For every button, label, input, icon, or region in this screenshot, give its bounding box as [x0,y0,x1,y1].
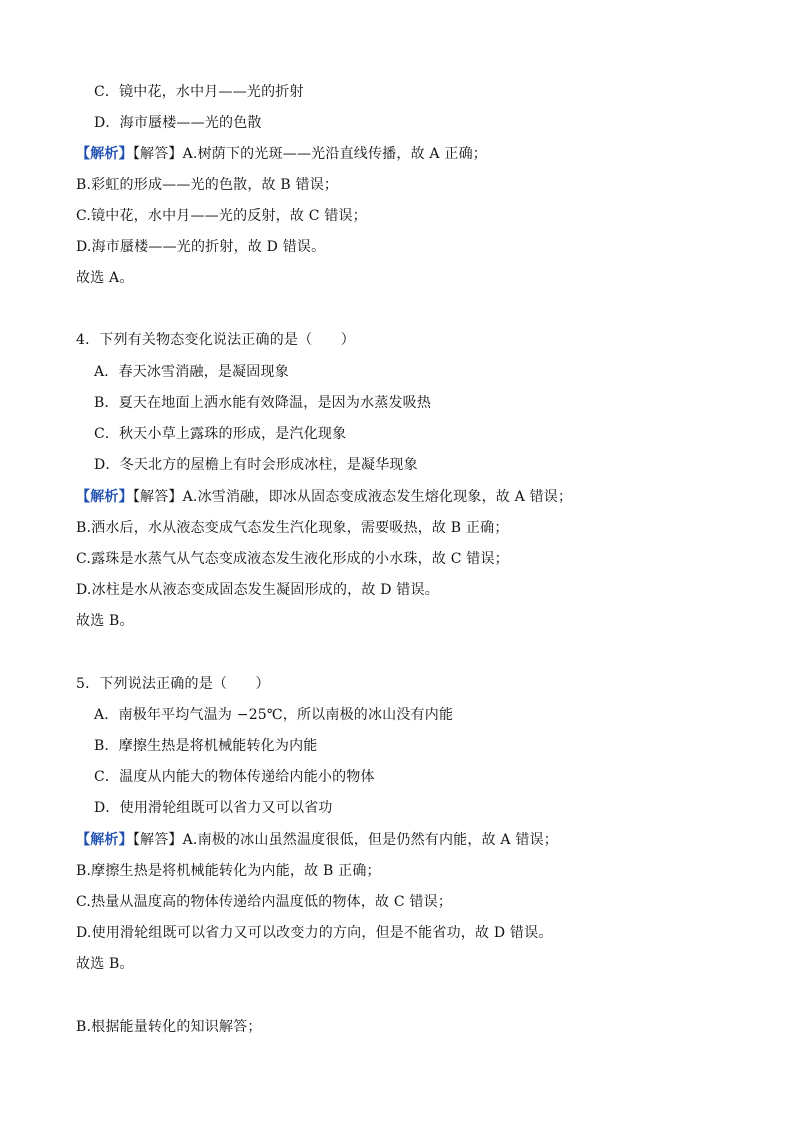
q4-solution-line-1 [76,487,572,507]
q5-solution-line-1 [76,830,558,850]
q4-stem: 4．下列有关物态变化说法正确的是（ ） [76,332,355,348]
q5-answer: 故选 B。 [76,956,134,972]
q5-option-c: C．温度从内能大的物体传递给内能小的物体 [94,769,375,785]
q3-solution-line-3: C.镜中花，水中月——光的反射，故 C 错误； [76,208,367,224]
q5-option-d: D．使用滑轮组既可以省力又可以省功 [94,800,333,816]
q4-answer: 故选 B。 [76,613,134,629]
q5-option-b: B．摩擦生热是将机械能转化为内能 [94,738,318,754]
q4-option-b: B．夏天在地面上洒水能有效降温，是因为水蒸发吸热 [94,395,432,411]
q4-option-c: C．秋天小草上露珠的形成，是汽化现象 [94,426,347,442]
q3-answer: 故选 A。 [76,270,134,286]
q3-solution-line-4: D.海市蜃楼——光的折射，故 D 错误。 [76,239,326,255]
q3-solution-line-2: B.彩虹的形成——光的色散，故 B 错误； [76,177,339,193]
q4-option-a: A．春天冰雪消融，是凝固现象 [94,364,289,380]
q3-option-c: C．镜中花，水中月——光的折射 [94,84,304,100]
q3-solution-text-1: 【解答】A.树荫下的光斑——光沿直线传播，故 A 正确； [132,146,487,162]
q5-solution-line-4: D.使用滑轮组既可以省力又可以改变力的方向，但是不能省功，故 D 错误。 [76,925,553,941]
q5-solution-line-3: C.热量从温度高的物体传递给内温度低的物体，故 C 错误； [76,894,453,910]
q4-solution-line-3: C.露珠是水蒸气从气态变成液态发生液化形成的小水珠，故 C 错误； [76,551,509,567]
q4-solution-text-1: 【解答】A.冰雪消融，即冰从固态变成液态发生熔化现象，故 A 错误； [132,489,573,505]
q4-solution-line-2: B.洒水后，水从液态变成气态发生汽化现象，需要吸热，故 B 正确； [76,520,509,536]
q4-solution-line-4: D.冰柱是水从液态变成固态发生凝固形成的，故 D 错误。 [76,582,439,598]
q5-solution-line-2: B.摩擦生热是将机械能转化为内能，故 B 正确； [76,863,381,879]
footer-note: B.根据能量转化的知识解答； [76,1019,262,1035]
q4-analysis-tag: 【解析】 [76,489,133,505]
q5-analysis-tag: 【解析】 [76,832,133,848]
q4-option-d: D．冬天北方的屋檐上有时会形成冰柱，是凝华现象 [94,457,418,473]
q5-stem: 5．下列说法正确的是（ ） [76,676,270,692]
q5-solution-text-1: 【解答】A.南极的冰山虽然温度很低，但是仍然有内能，故 A 错误； [132,832,558,848]
q5-option-a: A．南极年平均气温为 −25℃，所以南极的冰山没有内能 [94,707,454,723]
q3-analysis-tag: 【解析】 [76,146,133,162]
q3-solution-line-1 [76,144,487,164]
q3-option-d: D．海市蜃楼——光的色散 [94,115,262,131]
